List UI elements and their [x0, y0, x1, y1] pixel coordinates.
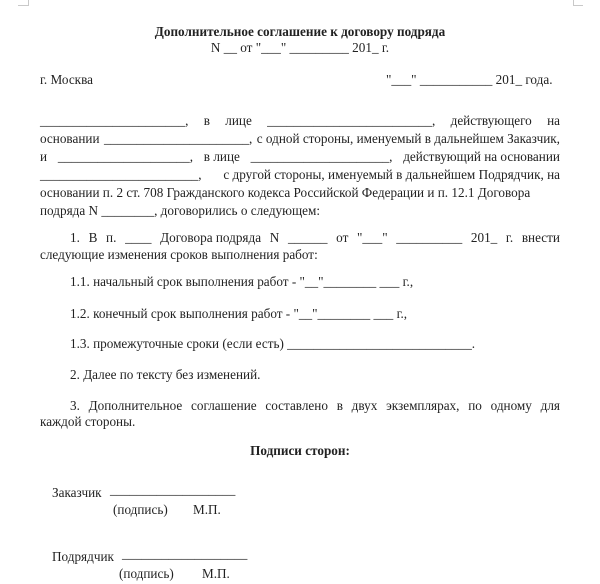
document-title: Дополнительное соглашение к договору подряда	[154, 24, 446, 39]
parties-line-1	[40, 113, 560, 129]
parties-word: ______________________,	[40, 113, 189, 128]
clause-1-word: __________	[396, 230, 463, 245]
clause-3-word: двух	[351, 398, 378, 413]
clause-1-word: п.	[106, 230, 117, 245]
page-corner-mark-right-h	[573, 5, 583, 6]
clause-1-word: "___"	[357, 230, 388, 245]
parties-word: в лице	[203, 149, 240, 164]
parties-word: _____________________,	[250, 149, 393, 164]
clause-1-word: ____	[125, 230, 152, 245]
parties-word: с другой стороны, именуемый в дальнейшем Подрядчик, на	[223, 167, 560, 182]
parties-word: и	[40, 149, 48, 164]
clause-1-word: Договора подряда	[160, 230, 262, 245]
parties-word: на	[547, 113, 560, 128]
clause-3-word: одному	[490, 398, 532, 413]
parties-line-2	[40, 131, 560, 147]
parties-word: действующий на основании	[403, 149, 560, 164]
customer-sign-caption: (подпись)	[113, 502, 168, 517]
city-date-row	[40, 72, 560, 88]
parties-word: с одной стороны, именуемый в дальнейшем Заказчик,	[256, 131, 560, 146]
clause-3-line-2: каждой стороны.	[40, 414, 136, 429]
parties-word: _________________________,	[267, 113, 436, 128]
parties-word: лице	[225, 113, 252, 128]
clause-3-line-1	[70, 398, 560, 414]
contractor-signature-line: ___________________	[122, 546, 248, 561]
clause-1-word: от	[336, 230, 349, 245]
clause-3-word: экземплярах,	[386, 398, 460, 413]
date-line: "___" ___________ 201_ года.	[386, 72, 553, 87]
city-label: г. Москва	[40, 72, 93, 87]
contractor-sign-caption: (подпись)	[119, 566, 174, 581]
clause-1-word: 201_	[470, 230, 498, 245]
parties-word: ________________________,	[40, 167, 202, 182]
clause-1-word: внести	[521, 230, 560, 245]
parties-word: основании	[40, 131, 100, 146]
parties-line-6: подряда N ________, договорились о следующем:	[40, 203, 321, 218]
parties-word: ____________________,	[57, 149, 194, 164]
clause-3-word: 3.	[70, 398, 80, 413]
agreement-number-line: N __ от "___" _________ 201_ г.	[210, 40, 390, 55]
contractor-stamp-caption: М.П.	[202, 566, 230, 581]
clause-3-word: для	[540, 398, 560, 413]
clause-1-line-1	[70, 230, 560, 246]
clause-1-word: 1.	[70, 230, 80, 245]
customer-stamp-caption: М.П.	[193, 502, 221, 517]
parties-word: действующего	[450, 113, 532, 128]
parties-line-5: основании п. 2 ст. 708 Гражданского кодекса Российской Федерации и п. 12.1 Договора	[40, 185, 531, 200]
parties-line-4	[40, 167, 560, 183]
signatures-heading: Подписи сторон:	[250, 443, 350, 458]
clause-3-word: по	[468, 398, 482, 413]
parties-word: ______________________,	[103, 131, 253, 146]
clause-3-word: Дополнительное	[88, 398, 183, 413]
clause-1-3: 1.3. промежуточные сроки (если есть) ____________________________.	[70, 336, 476, 351]
clause-3-word: составлено	[265, 398, 328, 413]
page-corner-mark-left-h	[18, 5, 28, 6]
clause-1-line-2: следующие изменения сроков выполнения работ:	[40, 247, 318, 262]
clause-1-2: 1.2. конечный срок выполнения работ - "__"________ ___ г.,	[70, 306, 408, 321]
customer-signature-line: ___________________	[110, 482, 236, 497]
clause-1-word: В	[88, 230, 98, 245]
customer-label: Заказчик	[52, 485, 102, 500]
clause-3-word: в	[336, 398, 343, 413]
clause-1-word: г.	[505, 230, 514, 245]
clause-1-word: N	[269, 230, 280, 245]
clause-2: 2. Далее по тексту без изменений.	[70, 367, 261, 382]
page-corner-mark-left	[28, 0, 29, 6]
clause-1-1: 1.1. начальный срок выполнения работ - "__"________ ___ г.,	[70, 274, 414, 289]
contractor-label: Подрядчик	[52, 549, 114, 564]
parties-word: в	[203, 113, 210, 128]
parties-line-3	[40, 149, 560, 165]
clause-1-word: ______	[287, 230, 328, 245]
clause-3-word: соглашение	[191, 398, 257, 413]
